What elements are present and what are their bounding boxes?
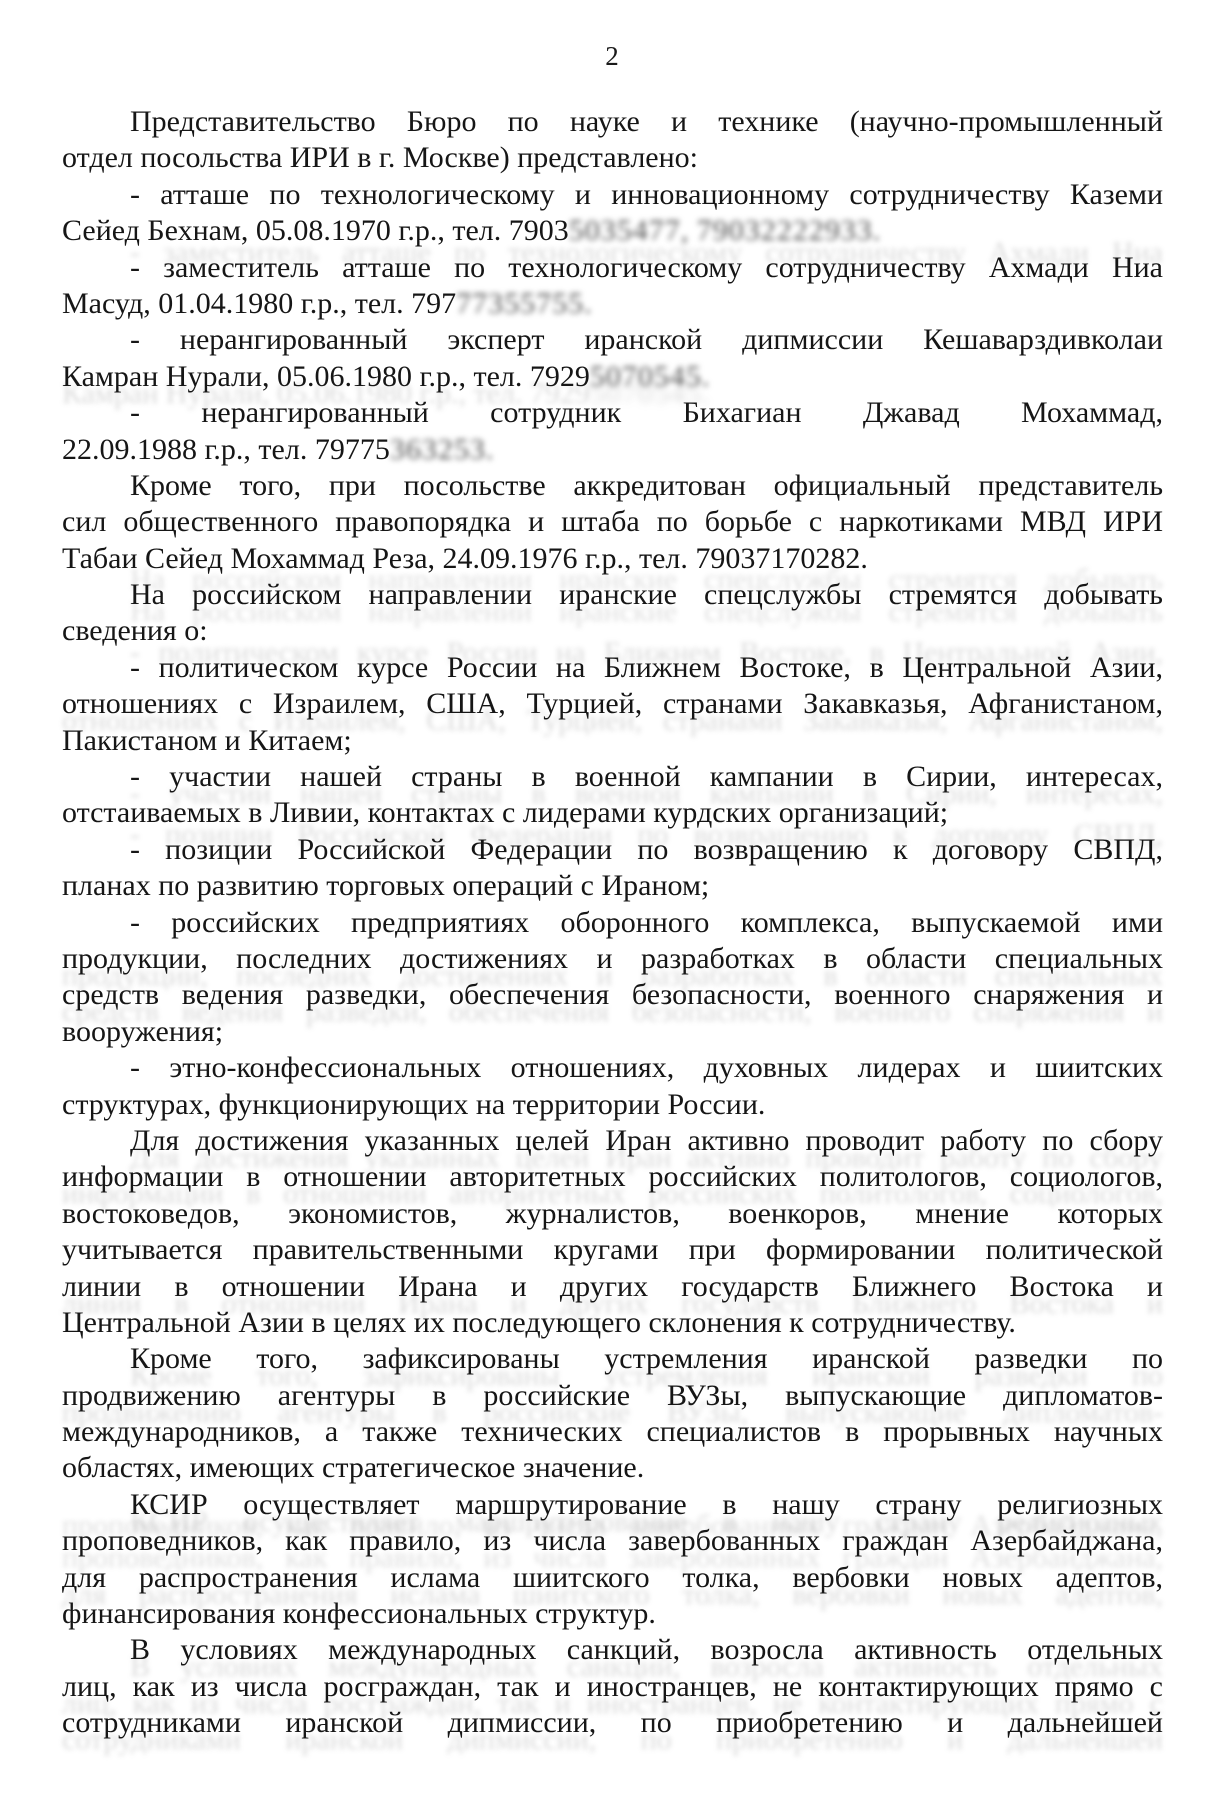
text-line [62, 941, 1163, 977]
text-segment: сотрудниками иранской дипмиссии, по приобретению и дальнейшей [62, 1706, 1163, 1740]
text-line [62, 1305, 1163, 1341]
text-segment: КСИР осуществляет маршрутирование в нашу страну религиозных [130, 1487, 1163, 1521]
text-line [62, 1050, 1163, 1086]
text-line [62, 1378, 1163, 1414]
text-segment: Представительство Бюро по науке и технике (научно-промышленный [130, 105, 1163, 138]
text-line [62, 1705, 1163, 1741]
text-segment: Пакистаном и Китаем; [62, 723, 352, 757]
text-segment [689, 214, 697, 247]
text-line [62, 795, 1163, 831]
text-segment: структурах, функционирующих на территории России. [62, 1087, 766, 1121]
text-line [62, 250, 1163, 286]
text-line [62, 613, 1163, 649]
text-segment: востоковедов, экономистов, журналистов, военкоров, мнение которых [62, 1196, 1163, 1230]
text-line [62, 1014, 1163, 1050]
text-segment: международников, а также технических специалистов в прорывных научных [62, 1415, 1163, 1449]
text-segment: Масуд, 01.04.1980 г.р., тел. 797 [62, 286, 457, 320]
text-line [62, 1159, 1163, 1195]
text-segment: - нерангированный эксперт иранской дипмиссии Кешаварздивколаи [130, 323, 1163, 357]
text-segment: Для достижения указанных целей Иран активно проводит работу по сбору [130, 1123, 1163, 1157]
text-line [62, 650, 1163, 686]
text-segment: 22.09.1988 г.р., тел. 79775 [62, 432, 390, 466]
text-line [62, 286, 1163, 322]
text-line [62, 1487, 1163, 1523]
text-line [62, 432, 1163, 468]
text-segment: Сейед Бехнам, 05.08.1970 г.р., тел. 7903 [62, 214, 569, 248]
text-line [62, 977, 1163, 1013]
text-segment: - атташе по технологическому и инновационному сотрудничеству Каземи [130, 177, 1163, 211]
text-segment: Кроме того, зафиксированы устремления иранской разведки по [130, 1342, 1163, 1376]
text-line [62, 1123, 1163, 1159]
text-line [62, 468, 1163, 504]
text-line [62, 395, 1163, 431]
text-segment: Камран Нурали, 05.06.1980 г.р., тел. 7929 [62, 359, 590, 393]
text-segment: продукции, последних достижениях и разработках в области специальных [62, 941, 1163, 975]
text-line [62, 177, 1163, 213]
text-segment: - нерангированный сотрудник Бихагиан Джавад Мохаммад, [130, 396, 1163, 430]
text-segment: Табаи Сейед Мохаммад Реза, 24.09.1976 г.р., тел. 79037170282. [62, 541, 868, 575]
text-line [62, 104, 1163, 140]
text-line [62, 577, 1163, 613]
text-segment: вооружения; [62, 1014, 224, 1048]
text-line [62, 1669, 1163, 1705]
text-segment: Центральной Азии в целях их последующего склонения к сотрудничеству. [62, 1305, 1016, 1339]
text-line [62, 1450, 1163, 1486]
text-line [62, 832, 1163, 868]
redacted-blurred-text: 77355755. [456, 286, 593, 320]
text-segment: проповедников, как правило, из числа завербованных граждан Азербайджана, [62, 1524, 1163, 1558]
text-segment: линии в отношении Ирана и других государств Ближнего Востока и [62, 1269, 1163, 1303]
text-line [62, 359, 1163, 395]
page-number: 2 [605, 41, 619, 71]
text-segment: Кроме того, при посольстве аккредитован официальный представитель [130, 468, 1163, 502]
text-line [62, 686, 1163, 722]
text-line [62, 723, 1163, 759]
text-segment: - позиции Российской Федерации по возвращению к договору СВПД, [130, 832, 1163, 866]
redacted-blurred-text: 363253. [389, 432, 495, 466]
text-line [62, 1560, 1163, 1596]
text-segment: учитывается правительственными кругами при формировании политической [62, 1233, 1163, 1267]
redacted-blurred-text: 79032222933. [696, 214, 882, 248]
text-segment: отдел посольства ИРИ в г. Москве) представлено: [62, 141, 699, 175]
text-segment: финансирования конфессиональных структур. [62, 1597, 656, 1631]
text-segment: лиц, как из числа росграждан, так и иностранцев, не контактирующих прямо с [62, 1669, 1163, 1703]
text-line [62, 759, 1163, 795]
text-line [62, 1196, 1163, 1232]
text-line [62, 1632, 1163, 1668]
text-line [62, 905, 1163, 941]
text-segment: сил общественного правопорядка и штаба по борьбе с наркотиками МВД ИРИ [62, 505, 1163, 539]
text-line [62, 868, 1163, 904]
text-line [62, 1414, 1163, 1450]
text-line [62, 1523, 1163, 1559]
text-line [62, 541, 1163, 577]
text-line [62, 1269, 1163, 1305]
text-segment: - этно-конфессиональных отношениях, духовных лидерах и шиитских [130, 1051, 1163, 1085]
text-segment: - участии нашей страны в военной кампании в Сирии, интересах, [130, 760, 1163, 794]
text-segment: В условиях международных санкций, возросла активность отдельных [130, 1633, 1163, 1667]
text-line [62, 213, 1163, 249]
text-segment: продвижению агентуры в российские ВУЗы, выпускающие дипломатов- [62, 1378, 1163, 1412]
text-line [62, 1596, 1163, 1632]
text-line [62, 322, 1163, 358]
text-line [62, 1087, 1163, 1123]
text-segment: На российском направлении иранские спецслужбы стремятся добывать [130, 578, 1163, 612]
redacted-blurred-text: 5070545. [589, 359, 711, 393]
text-segment: отношениях с Израилем, США, Турцией, странами Закавказья, Афганистаном, [62, 687, 1163, 721]
text-line [62, 1232, 1163, 1268]
text-segment: отстаиваемых в Ливии, контактах с лидерами курдских организаций; [62, 796, 949, 830]
text-segment: для распространения ислама шиитского толка, вербовки новых адептов, [62, 1560, 1163, 1594]
text-segment: средств ведения разведки, обеспечения безопасности, военного снаряжения и [62, 978, 1163, 1012]
text-segment: планах по развитию торговых операций с Ираном; [62, 869, 710, 903]
redacted-blurred-text: 5035477, [568, 214, 690, 248]
text-line [62, 504, 1163, 540]
text-segment: информации в отношении авторитетных российских политологов, социологов, [62, 1160, 1163, 1194]
document-body [62, 104, 1163, 1742]
text-segment: - заместитель атташе по технологическому сотрудничеству Ахмади Ниа [130, 250, 1163, 284]
text-segment: - российских предприятиях оборонного комплекса, выпускаемой ими [130, 905, 1163, 939]
text-segment: сведения о: [62, 614, 208, 648]
text-line [62, 1341, 1163, 1377]
text-line [62, 140, 1163, 176]
text-segment: областях, имеющих стратегическое значение. [62, 1451, 645, 1485]
text-segment: - политическом курсе России на Ближнем Востоке, в Центральной Азии, [130, 650, 1163, 684]
